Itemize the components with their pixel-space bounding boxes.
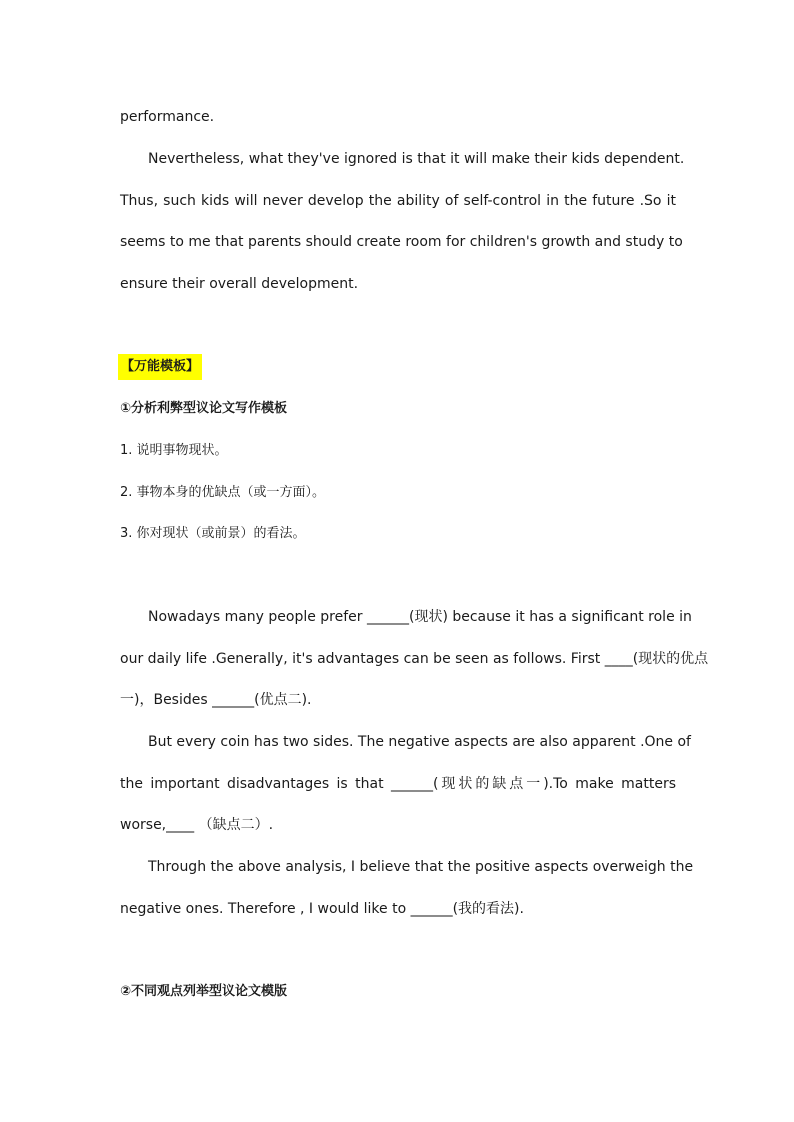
passage-line-3: Thus, such kids will never develop the ability of self-control in the future .So it (120, 193, 676, 209)
template-body-line-4: But every coin has two sides. The negative aspects are also apparent .One of (148, 734, 691, 750)
template-body-line-1: Nowadays many people prefer ______(现状) because it has a significant role in (148, 609, 692, 625)
template-body-line-8: negative ones. Therefore , I would like to ______(我的看法). (120, 901, 524, 917)
template-item-1: 1. 说明事物现状。 (120, 443, 228, 458)
template-body-line-3: 一)，Besides ______(优点二). (120, 692, 312, 708)
passage-line-1: performance. (120, 109, 215, 125)
template-heading-1: ①分析利弊型议论文写作模板 (120, 401, 288, 416)
template-body-line-6: worse,____ （缺点二）. (120, 817, 274, 833)
passage-line-4: seems to me that parents should create room for children's growth and study to (120, 234, 683, 250)
template-tag-highlight: 【万能模板】 (118, 354, 202, 380)
template-body-line-7: Through the above analysis, I believe that the positive aspects overweigh the (148, 859, 694, 875)
passage-line-5: ensure their overall development. (120, 276, 359, 292)
template-item-2: 2. 事物本身的优缺点（或一方面）。 (120, 485, 326, 500)
template-item-3: 3. 你对现状（或前景）的看法。 (120, 526, 306, 541)
passage-line-2: Nevertheless, what they've ignored is that it will make their kids dependent. (148, 151, 685, 167)
template-body-line-2: our daily life .Generally, it's advantages can be seen as follows. First ____(现状的优点 (120, 651, 709, 667)
template-heading-2: ②不同观点列举型议论文模版 (120, 984, 288, 999)
template-body-line-5: the important disadvantages is that ______(现状的缺点一).To make matters (120, 776, 676, 792)
